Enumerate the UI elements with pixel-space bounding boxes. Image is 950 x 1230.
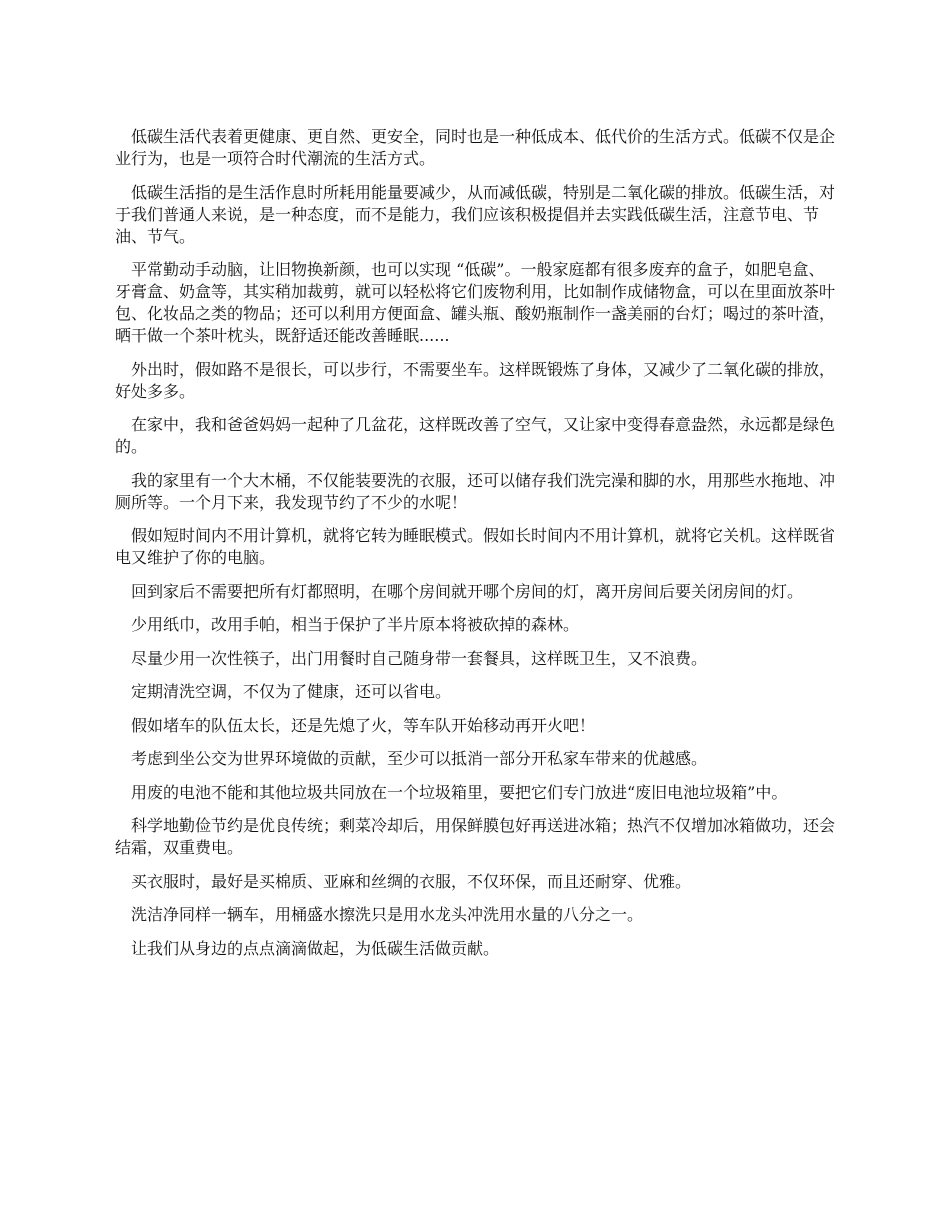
paragraph-computer-sleep: 假如短时间内不用计算机，就将它转为睡眠模式。假如长时间内不用计算机，就将它关机。这样既省电又维护了你的电脑。 xyxy=(115,526,836,567)
paragraph-traffic: 假如堵车的队伍太长，还是先熄了火，等车队开始移动再开火吧！ xyxy=(131,715,596,735)
paragraph-conclusion: 让我们从身边的点点滴滴做起，为低碳生活做贡献。 xyxy=(131,938,500,958)
paragraph-chopsticks: 尽量少用一次性筷子，出门用餐时自己随身带一套餐具，这样既卫生，又不浪费。 xyxy=(131,648,708,668)
paragraph-flowers: 在家中，我和爸爸妈妈一起种了几盆花，这样既改善了空气，又让家中变得春意盎然，永远都是绿色的。 xyxy=(115,415,836,456)
document-body xyxy=(115,126,840,971)
paragraph-definition: 低碳生活指的是生活作息时所耗用能量要减少，从而减低碳，特别是二氧化碳的排放。低碳生活，对于我们普通人来说，是一种态度，而不是能力，我们应该积极提倡并去实践低碳生活，注意节电、节油、节气。 xyxy=(115,182,836,246)
paragraph-lights: 回到家后不需要把所有灯都照明，在哪个房间就开哪个房间的灯，离开房间后要关闭房间的灯。 xyxy=(131,581,804,601)
paragraph-bus: 考虑到坐公交为世界环境做的贡献，至少可以抵消一部分开私家车带来的优越感。 xyxy=(131,749,708,768)
paragraph-reuse: 平常勤动手动脑，让旧物换新颜，也可以实现 “低碳”。一般家庭都有很多废弃的盒子，如肥皂盒、牙膏盒、奶盒等，其实稍加裁剪，就可以轻松将它们废物利用，比如制作成储物盒，可以在里面放茶叶包、化妆品之类的物品；还可以利用方便面盒、罐头瓶、酸奶瓶制作一盏美丽的台灯；喝过的茶叶渣，晒干做一个茶叶枕头，既舒适还能改善睡眠...... xyxy=(115,260,836,345)
paragraph-air-conditioner: 定期清洗空调，不仅为了健康，还可以省电。 xyxy=(131,682,452,701)
paragraph-walking: 外出时，假如路不是很长，可以步行，不需要坐车。这样既锻炼了身体，又减少了二氧化碳的排放，好处多多。 xyxy=(115,359,836,401)
paragraph-fridge: 科学地勤俭节约是优良传统；剩菜冷却后，用保鲜膜包好再送进冰箱；热汽不仅增加冰箱做功，还会结霜，双重费电。 xyxy=(115,816,836,857)
paragraph-water-bucket: 我的家里有一个大木桶，不仅能装要洗的衣服，还可以储存我们洗完澡和脚的水，用那些水拖地、冲厕所等。一个月下来，我发现节约了不少的水呢！ xyxy=(115,470,836,512)
paragraph-clothes: 买衣服时，最好是买棉质、亚麻和丝绸的衣服，不仅环保，而且还耐穿、优雅。 xyxy=(131,871,692,891)
paragraph-batteries: 用废的电池不能和其他垃圾共同放在一个垃圾箱里，要把它们专门放进“废旧电池垃圾箱”中。 xyxy=(131,782,788,802)
paragraph-handkerchief: 少用纸巾，改用手帕，相当于保护了半片原本将被砍掉的森林。 xyxy=(131,615,580,634)
paragraph-intro: 低碳生活代表着更健康、更自然、更安全，同时也是一种低成本、低代价的生活方式。低碳不仅是企业行为，也是一项符合时代潮流的生活方式。 xyxy=(115,127,836,168)
paragraph-car-wash: 洗洁净同样一辆车，用桶盛水擦洗只是用水龙头冲洗用水量的八分之一。 xyxy=(131,905,644,924)
